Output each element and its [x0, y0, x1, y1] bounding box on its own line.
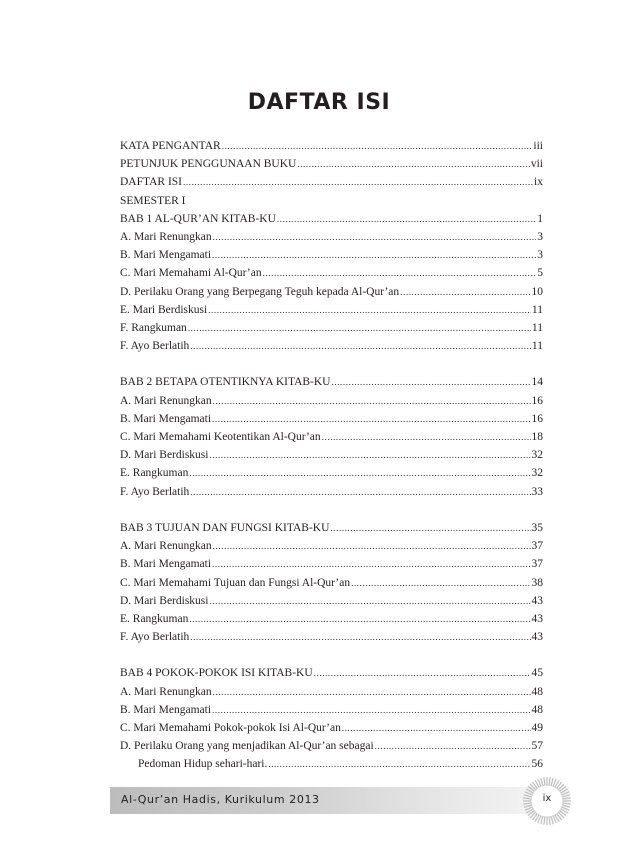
toc-entry	[120, 537, 543, 555]
toc-entry-page: 11	[531, 340, 543, 353]
toc-entry	[120, 719, 543, 737]
toc-leader-dots	[190, 337, 531, 355]
toc-entry-page: 14	[531, 376, 543, 389]
toc-entry-label: A. Mari Renungkan	[120, 394, 212, 407]
toc-entry-page: 3	[537, 249, 543, 262]
toc-entry-label: F. Ayo Berlatih	[120, 631, 190, 644]
toc-entry	[120, 155, 543, 173]
toc-leader-dots	[212, 555, 530, 573]
toc-leader-dots	[351, 574, 530, 592]
toc-leader-dots	[314, 664, 531, 682]
toc-entry	[120, 173, 543, 191]
toc-leader-dots	[212, 410, 530, 428]
toc-leader-dots	[332, 373, 531, 391]
toc-entry	[120, 755, 543, 773]
toc-entry-label: D. Perilaku Orang yang Berpegang Teguh kepada Al-Qur’an	[120, 285, 400, 298]
toc-entry	[120, 337, 543, 355]
toc-entry-label: BAB 3 TUJUAN DAN FUNGSI KITAB-KU	[120, 521, 330, 534]
toc-entry-label: E. Rangkuman	[120, 467, 189, 480]
toc-entry-label: F. Ayo Berlatih	[120, 485, 190, 498]
toc-entry-page: 33	[531, 485, 543, 498]
toc-entry-page: 11	[531, 303, 543, 316]
toc-leader-dots	[183, 173, 533, 191]
toc-entry	[120, 428, 543, 446]
toc-leader-dots	[212, 701, 530, 719]
toc-entry	[120, 392, 543, 410]
toc-entry	[120, 701, 543, 719]
toc-leader-dots	[190, 483, 530, 501]
toc-entry-page: 3	[537, 230, 543, 243]
toc-entry-label: D. Perilaku Orang yang menjadikan Al-Qur’an sebagai	[120, 740, 374, 753]
toc-entry-page: 32	[531, 449, 543, 462]
toc-entry-label: PETUNJUK PENGGUNAAN BUKU	[120, 158, 297, 171]
toc-leader-dots	[263, 264, 537, 282]
toc-entry-page: 49	[531, 722, 543, 734]
toc-entry-label: E. Rangkuman	[120, 612, 189, 625]
table-of-contents	[120, 137, 543, 774]
toc-entry	[120, 555, 543, 573]
toc-entry-page: 43	[531, 594, 543, 607]
page-title: DAFTAR ISI	[247, 90, 391, 115]
toc-entry	[120, 192, 543, 210]
toc-entry-label: A. Mari Renungkan	[120, 540, 212, 553]
toc-entry-page: 32	[531, 467, 543, 480]
toc-entry-page: 56	[531, 758, 543, 771]
toc-entry-label: B. Mari Mengamati	[120, 703, 212, 716]
toc-entry-label: C. Mari Memahami Keotentikan Al-Qur’an	[120, 431, 321, 443]
toc-entry	[120, 628, 543, 646]
toc-entry-label: Pedoman Hidup sehari-hari.	[138, 758, 268, 771]
toc-leader-dots	[322, 428, 531, 446]
toc-entry-label: BAB 2 BETAPA OTENTIKNYA KITAB-KU	[120, 376, 331, 389]
toc-entry-page: 48	[531, 703, 543, 716]
toc-leader-dots	[330, 519, 530, 537]
toc-entry-label: B. Mari Mengamati	[120, 249, 212, 262]
toc-entry-label: E. Mari Berdiskusi	[120, 303, 208, 316]
toc-entry-label: B. Mari Mengamati	[120, 412, 212, 425]
toc-entry-page: 10	[531, 285, 543, 298]
toc-leader-dots	[189, 464, 530, 482]
toc-entry-label: KATA PENGANTAR	[120, 140, 221, 152]
toc-entry-label: A. Mari Renungkan	[120, 685, 212, 698]
toc-leader-dots	[188, 319, 531, 337]
toc-entry-label: DAFTAR ISI	[120, 176, 183, 189]
toc-entry-label: BAB 4 POKOK-POKOK ISI KITAB-KU	[120, 667, 313, 680]
toc-entry-label: C. Mari Memahami Tujuan dan Fungsi Al-Qur’an	[120, 576, 351, 589]
toc-leader-dots	[209, 446, 530, 464]
toc-entry-label: D. Mari Berdiskusi	[120, 594, 209, 607]
toc-entry-label: B. Mari Mengamati	[120, 558, 212, 571]
toc-entry-page: 43	[531, 612, 543, 625]
toc-leader-dots	[375, 737, 531, 755]
toc-leader-dots	[213, 392, 531, 410]
toc-leader-dots	[213, 537, 531, 555]
toc-entry-page: 16	[531, 412, 543, 425]
toc-entry	[120, 264, 543, 282]
toc-entry-page: 37	[531, 540, 543, 553]
toc-entry-label: C. Mari Memahami Pokok-pokok Isi Al-Qur’an	[120, 722, 341, 734]
toc-entry-label: BAB 1 AL-QUR’AN KITAB-KU	[120, 212, 276, 225]
toc-entry	[120, 319, 543, 337]
toc-leader-dots	[208, 301, 531, 319]
toc-entry-page: iii	[533, 140, 543, 152]
toc-entry-page: 1	[537, 212, 543, 225]
toc-entry	[120, 283, 543, 301]
toc-leader-dots	[213, 228, 537, 246]
toc-leader-dots	[222, 137, 533, 155]
toc-entry-page: 43	[531, 631, 543, 644]
toc-entry	[120, 464, 543, 482]
page-number: ix	[542, 793, 552, 804]
toc-entry	[120, 683, 543, 701]
toc-entry	[120, 301, 543, 319]
toc-entry	[120, 228, 543, 246]
toc-entry-page: ix	[534, 176, 543, 189]
toc-leader-dots	[213, 683, 531, 701]
toc-entry-page: vii	[530, 158, 543, 171]
toc-entry	[120, 574, 543, 592]
toc-entry	[120, 410, 543, 428]
toc-leader-dots	[342, 719, 531, 737]
toc-entry-label: D. Mari Berdiskusi	[120, 449, 209, 462]
toc-leader-dots	[268, 755, 530, 773]
toc-leader-dots	[209, 592, 530, 610]
toc-leader-dots	[400, 283, 530, 301]
toc-leader-dots	[277, 210, 536, 228]
toc-entry	[120, 664, 543, 682]
toc-entry-page: 48	[531, 685, 543, 698]
toc-entry	[120, 592, 543, 610]
toc-entry-page: 37	[531, 558, 543, 571]
toc-entry-label: C. Mari Memahami Al-Qur’an	[120, 267, 262, 280]
toc-entry	[120, 610, 543, 628]
toc-entry-page: 57	[531, 740, 543, 753]
toc-entry-page: 5	[537, 267, 543, 280]
toc-entry-label: SEMESTER I	[120, 194, 186, 207]
toc-entry	[120, 246, 543, 264]
toc-entry-page: 38	[531, 576, 543, 589]
toc-entry	[120, 483, 543, 501]
toc-entry-page: 16	[531, 394, 543, 407]
toc-entry-page: 18	[531, 431, 543, 443]
toc-leader-dots	[190, 628, 530, 646]
toc-entry-page: 35	[531, 521, 543, 534]
toc-entry-label: F. Rangkuman	[120, 321, 187, 334]
toc-entry	[120, 210, 543, 228]
toc-entry-page: 11	[531, 321, 543, 334]
toc-entry	[120, 137, 543, 155]
toc-entry	[120, 737, 543, 755]
toc-leader-dots	[189, 610, 530, 628]
toc-leader-dots	[297, 155, 530, 173]
toc-entry-label: F. Ayo Berlatih	[120, 340, 190, 353]
toc-entry-label: A. Mari Renungkan	[120, 230, 212, 243]
toc-entry-page: 45	[531, 667, 543, 680]
footer-book-title: Al-Qur’an Hadis, Kurikulum 2013	[121, 793, 320, 806]
toc-entry	[120, 373, 543, 391]
toc-leader-dots	[212, 246, 536, 264]
toc-entry	[120, 519, 543, 537]
toc-entry	[120, 446, 543, 464]
